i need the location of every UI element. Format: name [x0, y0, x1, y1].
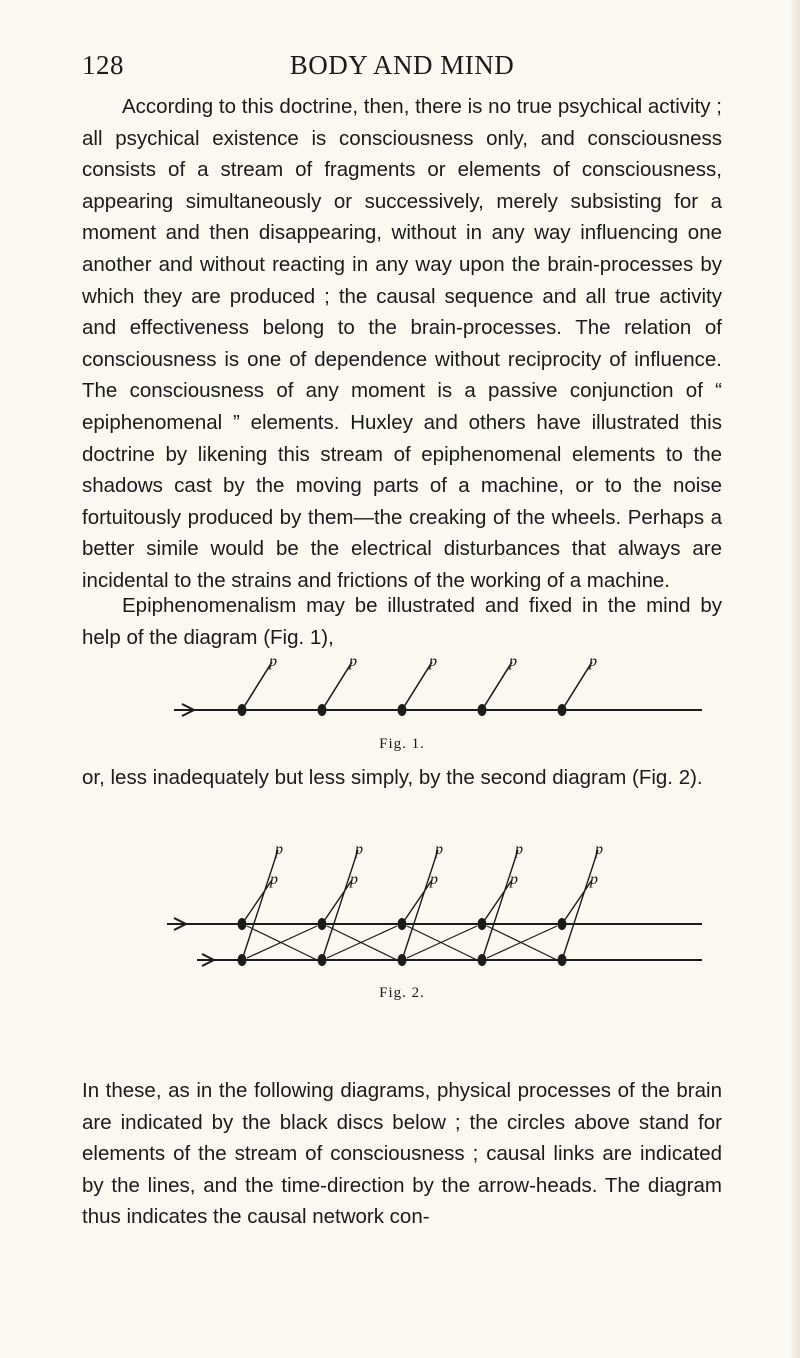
fig2-causal-link — [482, 880, 512, 924]
page-number: 128 — [82, 50, 124, 80]
fig2-causal-link — [322, 850, 358, 960]
fig1-causal-link — [562, 662, 592, 710]
fig1-consciousness-element: p — [509, 653, 517, 670]
fig2-causal-link — [402, 880, 432, 924]
fig2-consciousness-element: p — [590, 871, 598, 888]
fig2-causal-link — [242, 850, 278, 960]
fig2-upper-brain-disc — [318, 918, 327, 930]
fig1-consciousness-element: p — [269, 653, 277, 670]
fig2-causal-link — [562, 850, 598, 960]
fig1-consciousness-element: p — [429, 653, 437, 670]
fig1-brain-disc — [478, 704, 487, 716]
figure-1-caption: Fig. 1. — [379, 736, 425, 752]
fig2-lower-brain-disc — [398, 954, 407, 966]
fig2-upper-brain-disc — [558, 918, 567, 930]
fig1-causal-link — [242, 662, 272, 710]
fig2-upper-brain-disc — [398, 918, 407, 930]
fig1-causal-link — [402, 662, 432, 710]
fig2-causal-link — [482, 850, 518, 960]
fig1-brain-disc — [318, 704, 327, 716]
paragraph-3-text: In these, as in the following diagrams, physical processes of the brain are indicated by the black discs below ; the circles above stand for elements of the stream of consciousness ; causal links are indicated by the lines, and the time-direction by the arrow-heads. The diagram thus indicates the causal network con- — [82, 1079, 722, 1229]
fig2-lower-brain-disc — [318, 954, 327, 966]
paragraph-1-text: According to this doctrine, then, there is no true psychical activity ; all psychical existence is consciousness only, and consciousness consists of a stream of fragments or elements of consciousness, appearing simultaneously or successively, merely subsisting for a moment and then disappearing, without in any way influencing one another and without reacting in any way upon the brain-processes by which they are produced ; the causal sequence and all true activity and effectiveness belong to the brain-processes. The relation of consciousness is one of dependence without reciprocity of influence. The consciousness of any moment is a passive conjunction of “ epiphenomenal ” elements. Huxley and others have illustrated this doctrine by likening this stream of epiphenomenal elements to the shadows cast by the moving parts of a machine, or to the noise fortuitously produced by them—the creaking of the wheels. Perhaps a better simile would be the electrical disturbances that always are incidental to the strains and frictions of the working of a machine. — [82, 95, 722, 592]
fig1-brain-disc — [398, 704, 407, 716]
fig2-consciousness-element: p — [270, 871, 278, 888]
fig2-upper-brain-disc — [238, 918, 247, 930]
fig2-consciousness-element: p — [355, 841, 363, 858]
fig1-brain-disc — [558, 704, 567, 716]
paragraph-2-text: Epiphenomenalism may be illustrated and fixed in the mind by help of the diagram (Fig. 1), — [82, 594, 722, 649]
fig1-consciousness-element: p — [589, 653, 597, 670]
fig1-brain-disc — [238, 704, 247, 716]
fig1-causal-link — [482, 662, 512, 710]
fig2-consciousness-element: p — [275, 841, 283, 858]
fig2-lower-brain-disc — [558, 954, 567, 966]
paragraph-1 — [82, 91, 722, 597]
figure-1-diagram — [82, 650, 722, 725]
fig2-causal-link — [322, 880, 352, 924]
fig1-causal-link — [322, 662, 352, 710]
running-header — [82, 42, 722, 82]
paragraph-2 — [82, 590, 722, 653]
fig2-consciousness-element: p — [515, 841, 523, 858]
fig1-units — [238, 653, 598, 716]
fig2-consciousness-element: p — [510, 871, 518, 888]
interfigure-text: or, less inadequately but less simply, by the second diagram (Fig. 2). — [82, 766, 703, 789]
fig2-lower-brain-disc — [238, 954, 247, 966]
fig2-consciousness-element: p — [430, 871, 438, 888]
fig1-consciousness-element: p — [349, 653, 357, 670]
fig2-consciousness-element: p — [435, 841, 443, 858]
fig2-consciousness-element: p — [350, 871, 358, 888]
fig2-causal-link — [562, 880, 592, 924]
paragraph-3 — [82, 1075, 722, 1233]
figure-2-caption: Fig. 2. — [379, 985, 425, 1001]
figure-2-diagram — [82, 838, 722, 973]
fig2-lower-brain-disc — [478, 954, 487, 966]
running-title: BODY AND MIND — [289, 50, 515, 80]
fig2-upper-brain-disc — [478, 918, 487, 930]
page-edge-shadow — [790, 0, 800, 1358]
fig2-consciousness-element: p — [595, 841, 603, 858]
fig2-units — [238, 841, 604, 966]
fig2-causal-link — [242, 880, 272, 924]
fig2-causal-link — [402, 850, 438, 960]
